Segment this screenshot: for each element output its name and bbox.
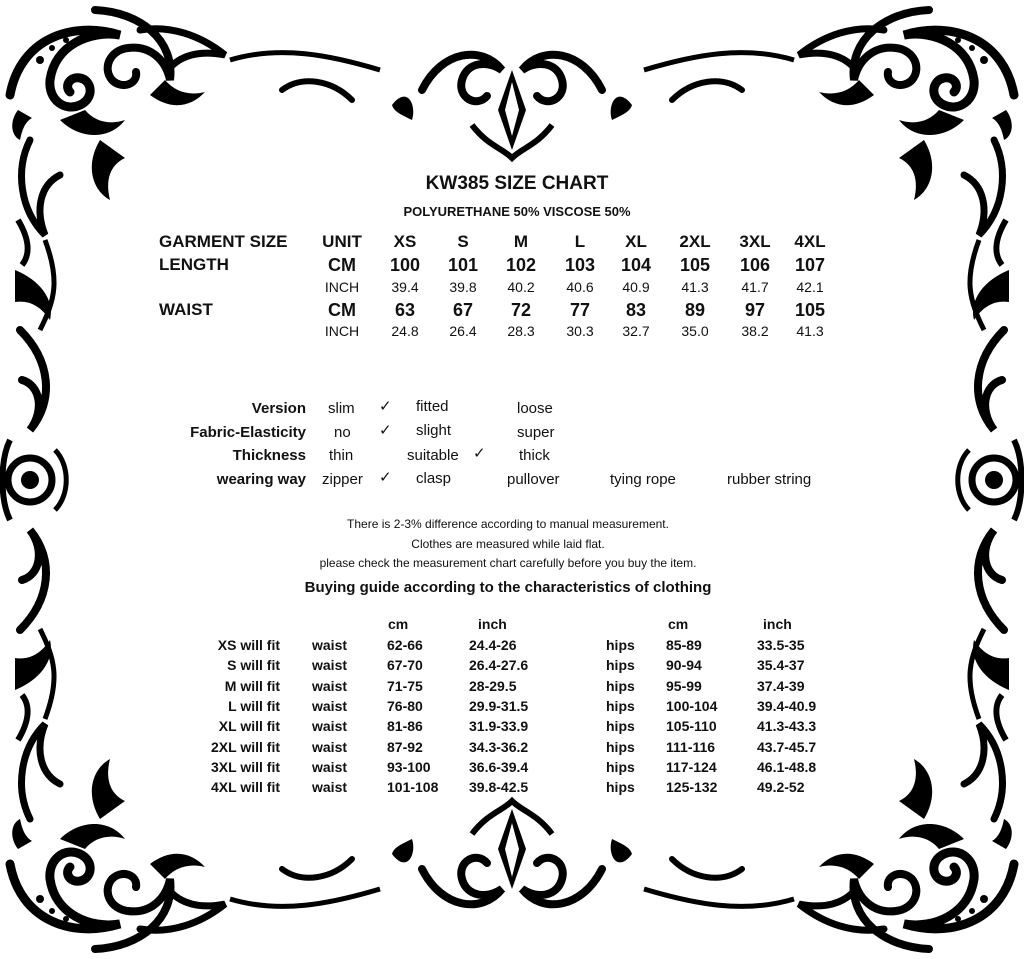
check-icon: ✓ [379,469,392,486]
wearing-way-option: clasp [416,470,452,487]
note-line: please check the measurement chart carefully before you buy the item. [319,556,697,570]
guide-cell-hips: hips [606,637,635,653]
length-cm-value: 100 [389,255,421,275]
length-label: LENGTH [159,255,229,274]
size-header: M [513,232,529,251]
guide-cell-waist-inch: 31.9-33.9 [469,718,529,735]
length-inch-value: 42.1 [796,279,824,295]
guide-cell-waist-cm: 93-100 [387,758,431,775]
length-cm-value: 107 [794,255,826,275]
guide-cell-fit: S will fit [227,657,280,674]
guide-cell-hips-inch: 41.3-43.3 [757,718,817,735]
guide-cell-waist: waist [312,657,348,674]
guide-cell-fit: M will fit [224,677,280,694]
guide-col-cm: cm [388,616,409,632]
elasticity-option: super [517,424,555,441]
guide-cell-waist-cm: 71-75 [387,677,423,694]
size-header: XS [393,232,417,251]
guide-cell-hips-cm: 100-104 [666,697,718,714]
waist-inch-value: 41.3 [796,323,824,339]
guide-cell-hips-inch: 49.2-52 [757,779,805,796]
guide-cell-hips-cm: 117-124 [666,758,717,775]
length-cm-value: 104 [620,255,652,275]
guide-cell-waist-inch: 36.6-39.4 [469,758,529,775]
guide-cell-hips: hips [606,657,635,674]
guide-cell-waist-inch: 28-29.5 [469,677,517,694]
length-cm-value: 105 [679,255,711,275]
guide-cell-waist: waist [312,677,348,694]
waist-cm-value: 77 [569,300,591,320]
guide-cell-waist-cm: 67-70 [387,657,423,674]
guide-cell-waist: waist [312,637,348,653]
waist-inch-unit: INCH [324,323,360,339]
waist-cm-value: 89 [684,300,706,320]
check-icon: ✓ [473,445,486,462]
wearing-way-option: tying rope [610,471,676,488]
guide-cell-waist-cm: 76-80 [387,697,423,714]
guide-cell-waist-cm: 101-108 [387,779,439,796]
note-line: Clothes are measured while laid flat. [411,537,605,551]
length-cm-value: 106 [739,255,771,275]
guide-cell-waist-inch: 34.3-36.2 [469,738,529,755]
length-inch-unit: INCH [324,279,360,295]
size-header: 3XL [739,232,771,251]
guide-cell-hips: hips [606,738,635,755]
guide-cell-hips-inch: 39.4-40.9 [757,697,817,714]
guide-cell-hips-inch: 46.1-48.8 [757,758,817,775]
waist-inch-value: 35.0 [681,323,709,339]
waist-inch-value: 38.2 [741,323,769,339]
guide-col-inch: inch [763,616,792,632]
check-icon: ✓ [379,422,392,439]
guide-cell-hips-cm: 105-110 [666,718,717,735]
guide-cell-fit: 4XL will fit [211,779,280,796]
waist-label: WAIST [159,300,213,319]
guide-cell-waist-inch: 39.8-42.5 [469,779,529,796]
unit-label: UNIT [322,232,362,251]
guide-cell-hips: hips [606,779,635,796]
guide-cell-waist: waist [312,738,348,755]
guide-cell-waist-cm: 62-66 [387,637,423,653]
guide-cell-hips-inch: 37.4-39 [757,677,805,694]
guide-cell-fit: XS will fit [217,637,280,653]
version-option: loose [517,400,553,417]
waist-cm-value: 63 [394,300,416,320]
elasticity-option: no [334,424,351,441]
waist-cm-value: 97 [744,300,766,320]
waist-inch-value: 26.4 [449,323,477,339]
guide-cell-hips-inch: 43.7-45.7 [757,738,817,755]
thickness-option: thin [329,447,354,464]
length-cm-value: 102 [505,255,537,275]
guide-cell-fit: 3XL will fit [211,758,280,775]
length-inch-value: 39.8 [449,279,477,295]
version-label: Version [251,400,306,417]
page-title: KW385 SIZE CHART [425,173,609,194]
guide-cell-hips-cm: 95-99 [666,677,702,694]
waist-cm-value: 72 [510,300,532,320]
guide-cell-waist-inch: 26.4-27.6 [469,657,529,674]
fabric-elasticity-label: Fabric-Elasticity [190,424,306,441]
wearing-way-option: rubber string [727,471,812,488]
guide-cell-hips: hips [606,677,635,694]
length-inch-value: 40.2 [507,279,535,295]
guide-cell-waist: waist [312,718,348,735]
note-line: There is 2-3% difference according to manual measurement. [347,517,669,531]
length-inch-value: 41.7 [741,279,769,295]
waist-inch-value: 30.3 [566,323,594,339]
waist-inch-value: 28.3 [507,323,535,339]
waist-cm-unit: CM [328,300,356,320]
guide-cell-waist: waist [312,779,348,796]
length-inch-value: 40.9 [622,279,650,295]
waist-cm-value: 105 [794,300,826,320]
wearing-way-option: zipper [322,471,363,488]
guide-cell-fit: XL will fit [218,718,280,735]
version-option: slim [328,400,355,417]
size-header: XL [625,232,647,251]
wearing-way-label: wearing way [216,471,306,488]
guide-cell-waist-cm: 87-92 [387,738,423,755]
length-cm-value: 103 [564,255,596,275]
waist-cm-value: 67 [452,300,474,320]
guide-cell-waist-inch: 24.4-26 [469,637,517,653]
guide-col-cm: cm [668,616,689,632]
guide-cell-hips-cm: 125-132 [666,779,718,796]
guide-col-inch: inch [478,616,507,632]
buying-guide-title: Buying guide according to the characteristics of clothing [304,579,712,596]
waist-inch-value: 24.8 [391,323,419,339]
guide-cell-fit: 2XL will fit [211,738,280,755]
guide-cell-hips-cm: 90-94 [666,657,702,674]
version-option: fitted [416,398,449,415]
guide-cell-hips-inch: 33.5-35 [757,637,805,653]
thickness-option: thick [519,447,550,464]
length-inch-value: 39.4 [391,279,419,295]
guide-cell-hips-cm: 111-116 [666,738,716,755]
size-header: 4XL [794,232,826,251]
guide-cell-fit: L will fit [228,697,280,714]
wearing-way-option: pullover [507,471,560,488]
garment-size-label: GARMENT SIZE [159,232,288,251]
guide-cell-waist-inch: 29.9-31.5 [469,697,529,714]
size-header: 2XL [679,232,711,251]
waist-cm-value: 83 [625,300,647,320]
elasticity-option: slight [416,422,452,439]
length-cm-unit: CM [328,255,356,275]
thickness-option: suitable [407,447,459,464]
guide-cell-hips: hips [606,758,635,775]
guide-cell-hips: hips [606,718,635,735]
size-header: L [574,232,586,251]
guide-cell-waist-cm: 81-86 [387,718,423,735]
guide-cell-waist: waist [312,758,348,775]
guide-cell-hips: hips [606,697,635,714]
length-cm-value: 101 [447,255,479,275]
material-line: POLYURETHANE 50% VISCOSE 50% [403,204,631,219]
guide-cell-hips-inch: 35.4-37 [757,657,805,674]
length-inch-value: 41.3 [681,279,709,295]
check-icon: ✓ [379,398,392,415]
length-inch-value: 40.6 [566,279,594,295]
guide-cell-waist: waist [312,697,348,714]
size-header: S [457,232,469,251]
guide-cell-hips-cm: 85-89 [666,637,702,653]
waist-inch-value: 32.7 [622,323,650,339]
thickness-label: Thickness [232,447,306,464]
